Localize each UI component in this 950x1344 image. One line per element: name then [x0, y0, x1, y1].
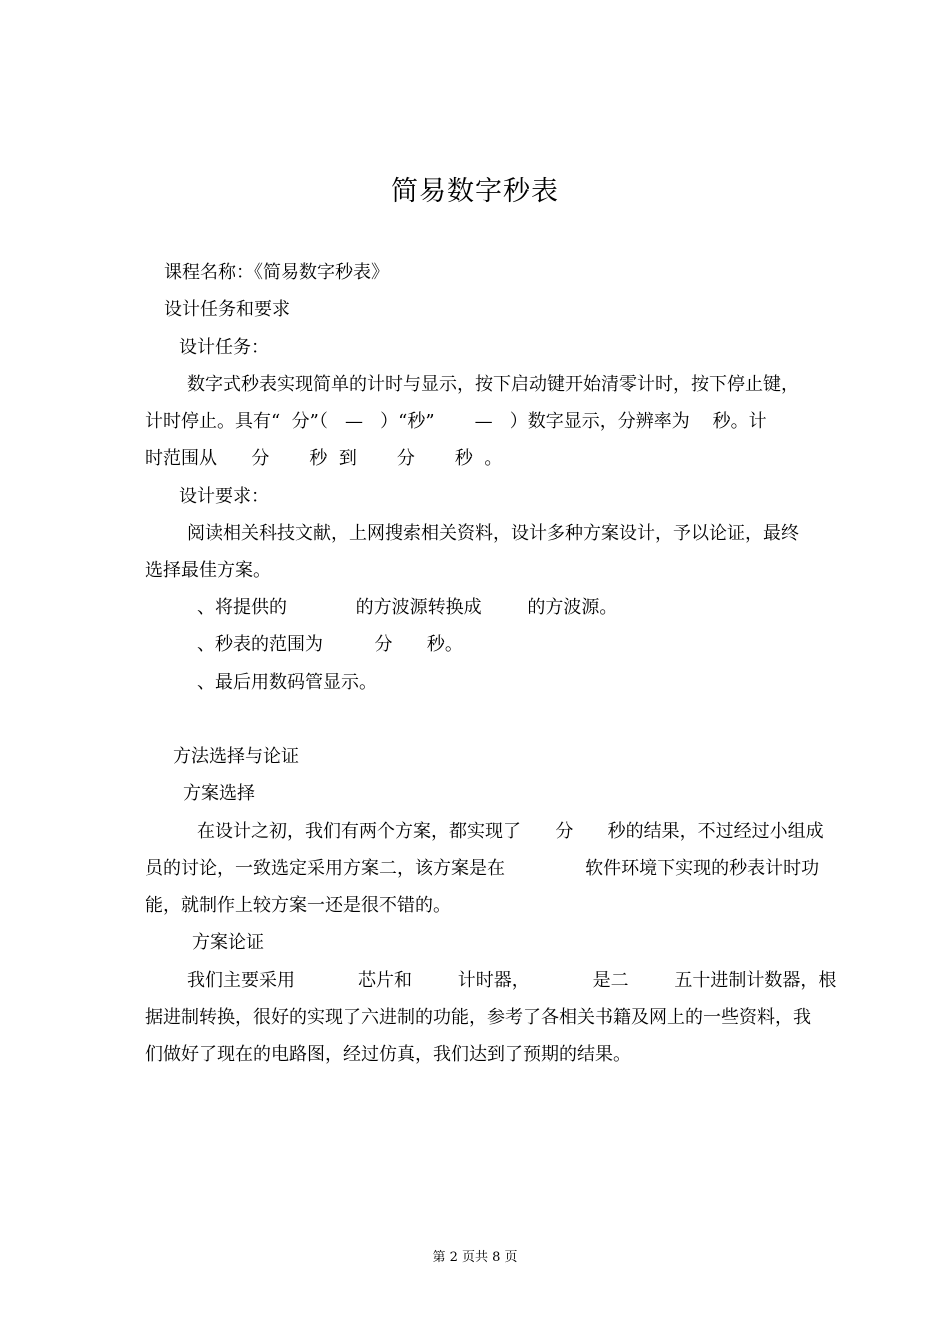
section-heading-task-requirements: 设计任务和要求 [164, 299, 290, 320]
paragraph-line: 我们主要采用 芯片和 计时器， 是二 五十进制计数器，根 [187, 970, 837, 991]
document-title: 简易数字秒表 [391, 176, 559, 207]
list-item: 、将提供的 的方波源转换成 的方波源。 [197, 597, 618, 618]
paragraph-line: 时范围从 分 秒 到 分 秒 。 [145, 448, 503, 469]
paragraph-line: 阅读相关科技文献，上网搜索相关资料，设计多种方案设计，予以论证，最终 [187, 523, 799, 544]
list-item: 、最后用数码管显示。 [197, 672, 377, 693]
paragraph-line: 计时停止。具有“ 分”（ — ）“秒” — ）数字显示，分辨率为 秒。计 [145, 411, 767, 432]
subheading-design-requirements: 设计要求： [179, 486, 269, 507]
page-footer: 第 2 页共 8 页 [432, 1250, 518, 1265]
subheading-scheme-argument: 方案论证 [192, 932, 264, 953]
paragraph-line: 在设计之初，我们有两个方案，都实现了 分 秒的结果，不过经过小组成 [197, 821, 824, 842]
course-name-line: 课程名称：《简易数字秒表》 [164, 262, 389, 283]
paragraph-line: 们做好了现在的电路图，经过仿真，我们达到了预期的结果。 [145, 1044, 631, 1065]
list-item: 、秒表的范围为 分 秒。 [197, 634, 463, 655]
subheading-scheme-selection: 方案选择 [183, 783, 255, 804]
paragraph-line: 员的讨论，一致选定采用方案二，该方案是在 软件环境下实现的秒表计时功 [145, 858, 820, 879]
paragraph-line: 数字式秒表实现简单的计时与显示，按下启动键开始清零计时，按下停止键， [187, 374, 799, 395]
section-heading-method: 方法选择与论证 [173, 746, 299, 767]
paragraph-line: 据进制转换，很好的实现了六进制的功能，参考了各相关书籍及网上的一些资料，我 [145, 1007, 811, 1028]
paragraph-line: 能，就制作上较方案一还是很不错的。 [145, 895, 451, 916]
subheading-design-task: 设计任务： [179, 337, 269, 358]
paragraph-line: 选择最佳方案。 [145, 560, 271, 581]
